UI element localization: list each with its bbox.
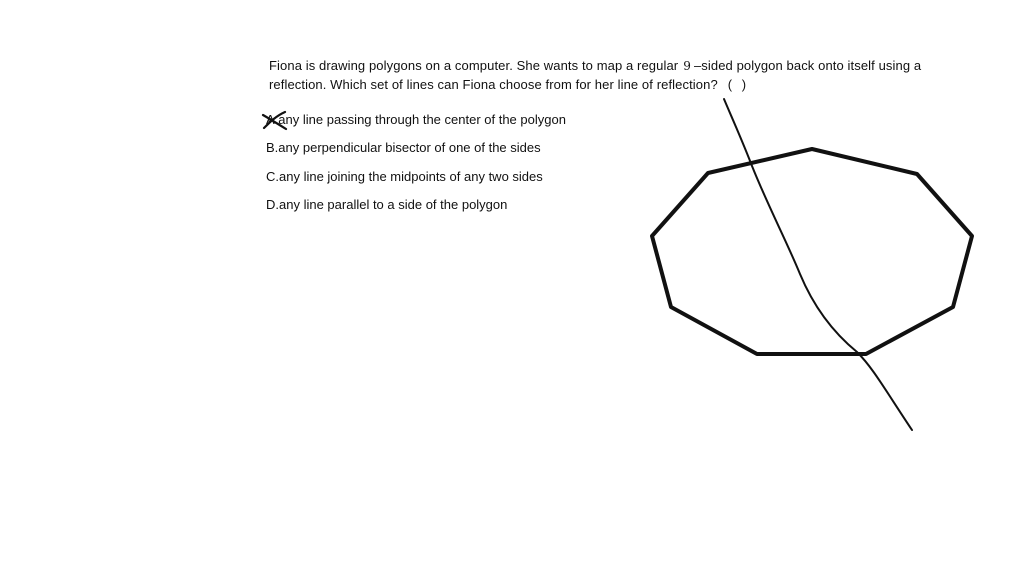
- option-d[interactable]: [266, 196, 507, 213]
- option-d-letter: D.: [266, 197, 279, 212]
- hand-drawn-reflection-line: [724, 99, 912, 430]
- question-text: [269, 57, 939, 93]
- option-a[interactable]: [266, 111, 566, 128]
- polygon-side-count: 9: [683, 59, 691, 73]
- option-d-text: any line parallel to a side of the polygon: [279, 197, 508, 212]
- option-b-text: any perpendicular bisector of one of the sides: [278, 140, 541, 155]
- option-c-text: any line joining the midpoints of any two sides: [279, 169, 543, 184]
- nonagon-shape: [652, 149, 972, 354]
- question-suffix: –sided polygon back onto itself using a reflection. Which set of lines can Fiona choose from for her line of reflection?: [269, 58, 922, 92]
- option-a-letter: A.: [266, 112, 279, 127]
- question-prefix: Fiona is drawing polygons on a computer. She wants to map a regular: [269, 58, 679, 73]
- answer-blank: ( ): [727, 76, 750, 92]
- option-a-text: any line passing through the center of the polygon: [278, 112, 566, 127]
- option-b[interactable]: [266, 139, 541, 156]
- option-c[interactable]: [266, 168, 543, 185]
- option-c-letter: C.: [266, 169, 279, 184]
- option-b-letter: B.: [266, 140, 279, 155]
